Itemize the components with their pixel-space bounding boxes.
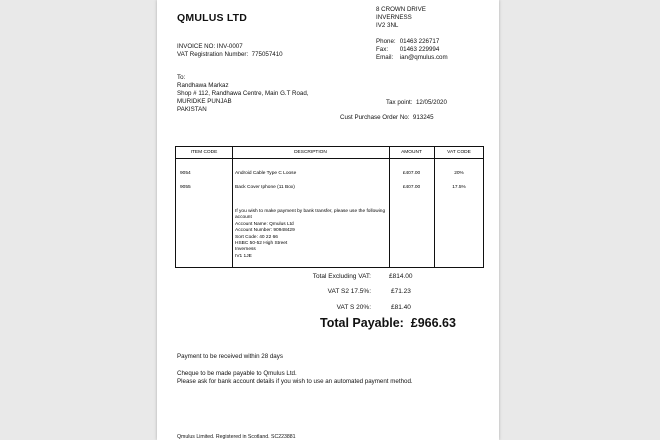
company-contact <box>376 38 448 62</box>
row-2-item-code: 9055 <box>180 185 191 190</box>
phone-label: Phone: <box>376 38 396 45</box>
invoice-number: INVOICE NO: INV-0007 <box>177 43 243 50</box>
bank-details-note: Please ask for bank account details if you wish to use an automated payment method. <box>177 378 413 385</box>
header-description: DESCRIPTION <box>294 150 327 155</box>
bank-transfer-note <box>235 209 385 260</box>
vat-s-value: £81.40 <box>391 304 411 311</box>
cust-purchase-order <box>340 114 434 122</box>
phone-value: 01463 226717 <box>399 38 440 45</box>
tax-point-value: 12/05/2020 <box>415 99 447 106</box>
email-value: ian@qmulus.com <box>399 54 448 61</box>
vat-reg-value: 775057410 <box>251 51 283 58</box>
fax-value: 01463 229994 <box>399 46 440 53</box>
total-excl-vat-value: £814.00 <box>389 273 413 280</box>
header-amount: AMOUNT <box>401 150 422 155</box>
company-address <box>376 6 426 30</box>
vat-reg-label: VAT Registration Number: <box>177 51 249 58</box>
payment-terms: Payment to be received within 28 days <box>177 353 283 360</box>
bank-note-line: Sort Code: 40 22 66 <box>235 234 278 240</box>
row-2-vat-code: 17.5% <box>452 185 466 190</box>
invoice-page <box>157 0 499 440</box>
cust-po-value: 913245 <box>412 114 434 121</box>
payment-notes <box>177 370 413 386</box>
recipient-line-2: MURIDKE PUNJAB <box>177 98 232 105</box>
column-divider <box>389 147 390 267</box>
row-2-description: Back Cover Iphone (11 Box) <box>235 185 295 190</box>
row-2-amount: £407.00 <box>402 185 421 190</box>
total-payable <box>320 316 456 330</box>
cheque-note: Cheque to be made payable to Qmulus Ltd. <box>177 370 297 377</box>
column-divider <box>434 147 435 267</box>
fax-label: Fax: <box>376 46 389 53</box>
row-1-vat-code: 20% <box>454 171 464 176</box>
vat-s-label: VAT S 20%: <box>336 304 371 311</box>
registration-footer: Qmulus Limited. Registered in Scotland. SC223881 <box>177 434 296 440</box>
address-line-1: 8 CROWN DRIVE <box>376 6 426 13</box>
total-payable-label: Total Payable: <box>320 316 404 330</box>
column-divider <box>232 147 233 267</box>
recipient-name: Randhawa Markaz <box>177 82 229 89</box>
vat-s2-label: VAT S2 17.5%: <box>327 288 371 295</box>
bank-note-line: If you wish to make payment by bank transfer, please use the following <box>235 209 386 214</box>
address-line-2: INVERNESS <box>376 14 412 21</box>
bank-note-line: account <box>235 215 252 221</box>
row-1-amount: £407.00 <box>402 171 421 176</box>
row-1-description: Android Cable Type C Loose <box>235 171 297 176</box>
address-line-3: IV2 3NL <box>376 22 399 29</box>
bank-note-line: IV1 1JE <box>235 253 252 259</box>
tax-point <box>386 99 447 107</box>
total-payable-value: £966.63 <box>410 316 456 330</box>
tax-point-label: Tax point: <box>386 99 413 106</box>
bank-note-line: Account Name: Qmulus Ltd <box>235 221 294 227</box>
header-vat-code: VAT CODE <box>447 150 471 155</box>
to-label: To: <box>177 74 186 81</box>
cust-po-label: Cust Purchase Order No: <box>340 114 410 121</box>
vat-s2-value: £71.23 <box>391 288 411 295</box>
row-1-item-code: 9054 <box>180 171 191 176</box>
bank-note-line: Account Number: 90948429 <box>235 228 295 234</box>
header-item-code: ITEM CODE <box>190 150 218 155</box>
invoice-info <box>177 43 283 59</box>
bank-note-line: Inverness <box>235 247 256 253</box>
recipient-block <box>177 74 309 114</box>
recipient-line-3: PAKISTAN <box>177 106 207 113</box>
company-name: QMULUS LTD <box>177 12 248 24</box>
items-table <box>175 146 484 268</box>
bank-note-line: HSBC 50-52 High Street <box>235 241 288 247</box>
recipient-line-1: Shop # 112, Randhawa Centre, Main G.T Road, <box>177 90 309 97</box>
total-excl-vat-label: Total Excluding VAT: <box>312 273 371 280</box>
email-label: Email: <box>376 54 394 61</box>
